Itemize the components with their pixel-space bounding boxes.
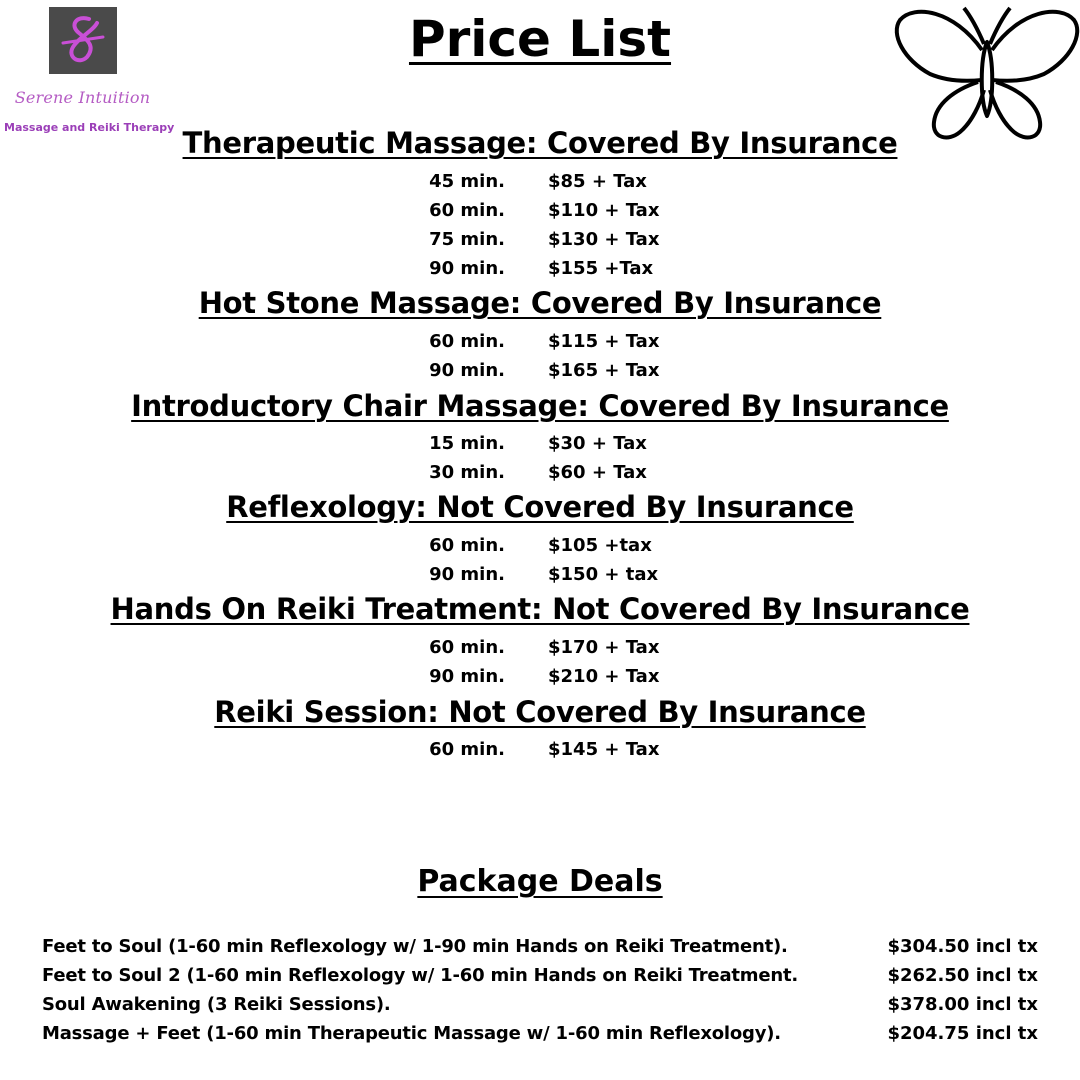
price-row	[0, 433, 1080, 457]
price: $145 + Tax	[548, 739, 660, 760]
package-row	[42, 994, 1042, 1020]
price: $130 + Tax	[548, 229, 660, 250]
price: $60 + Tax	[548, 462, 647, 483]
package-description: Massage + Feet (1-60 min Therapeutic Massage w/ 1-60 min Reflexology).	[42, 1023, 781, 1044]
duration: 75 min.	[429, 229, 505, 250]
price-row	[0, 360, 1080, 384]
brand-tagline: Massage and Reiki Therapy	[4, 121, 175, 134]
duration: 60 min.	[429, 739, 505, 760]
price: $110 + Tax	[548, 200, 660, 221]
duration: 15 min.	[429, 433, 505, 454]
package-row	[42, 965, 1042, 991]
price: $155 +Tax	[548, 258, 654, 279]
duration: 90 min.	[429, 564, 505, 585]
price: $115 + Tax	[548, 331, 660, 352]
price: $105 +tax	[548, 535, 652, 556]
price: $170 + Tax	[548, 637, 660, 658]
price-row	[0, 535, 1080, 559]
brand-name: Serene Intuition	[14, 88, 151, 107]
price-row	[0, 637, 1080, 661]
price: $150 + tax	[548, 564, 659, 585]
price: $210 + Tax	[548, 666, 660, 687]
price-row	[0, 229, 1080, 253]
section-heading: Hot Stone Massage: Covered By Insurance	[198, 286, 882, 320]
duration: 90 min.	[429, 258, 505, 279]
duration: 45 min.	[429, 171, 505, 192]
package-description: Feet to Soul 2 (1-60 min Reflexology w/ 1-60 min Hands on Reiki Treatment.	[42, 965, 799, 986]
package-price: $262.50 incl tx	[887, 965, 1038, 986]
duration: 60 min.	[429, 535, 505, 556]
section-heading: Hands On Reiki Treatment: Not Covered By Insurance	[110, 592, 970, 626]
page-title: Price List	[408, 10, 672, 68]
package-price: $204.75 incl tx	[887, 1023, 1038, 1044]
duration: 30 min.	[429, 462, 505, 483]
package-description: Soul Awakening (3 Reiki Sessions).	[42, 994, 391, 1015]
section-heading: Therapeutic Massage: Covered By Insurance	[182, 126, 898, 160]
section-heading: Reiki Session: Not Covered By Insurance	[214, 695, 866, 729]
package-price: $304.50 incl tx	[887, 936, 1038, 957]
package-price: $378.00 incl tx	[887, 994, 1038, 1015]
duration: 90 min.	[429, 360, 505, 381]
package-deals-heading: Package Deals	[417, 864, 663, 899]
package-description: Feet to Soul (1-60 min Reflexology w/ 1-90 min Hands on Reiki Treatment).	[42, 936, 788, 957]
price: $85 + Tax	[548, 171, 647, 192]
package-row	[42, 936, 1042, 962]
price-row	[0, 564, 1080, 588]
price-row	[0, 666, 1080, 690]
duration: 60 min.	[429, 637, 505, 658]
section-heading: Reflexology: Not Covered By Insurance	[226, 490, 854, 524]
price: $30 + Tax	[548, 433, 647, 454]
section-heading: Introductory Chair Massage: Covered By Insurance	[131, 389, 949, 423]
price-row	[0, 739, 1080, 763]
price-row	[0, 171, 1080, 195]
price-row	[0, 462, 1080, 486]
package-row	[42, 1023, 1042, 1049]
price-row	[0, 331, 1080, 355]
duration: 90 min.	[429, 666, 505, 687]
duration: 60 min.	[429, 200, 505, 221]
price-row	[0, 258, 1080, 282]
duration: 60 min.	[429, 331, 505, 352]
price: $165 + Tax	[548, 360, 660, 381]
price-row	[0, 200, 1080, 224]
